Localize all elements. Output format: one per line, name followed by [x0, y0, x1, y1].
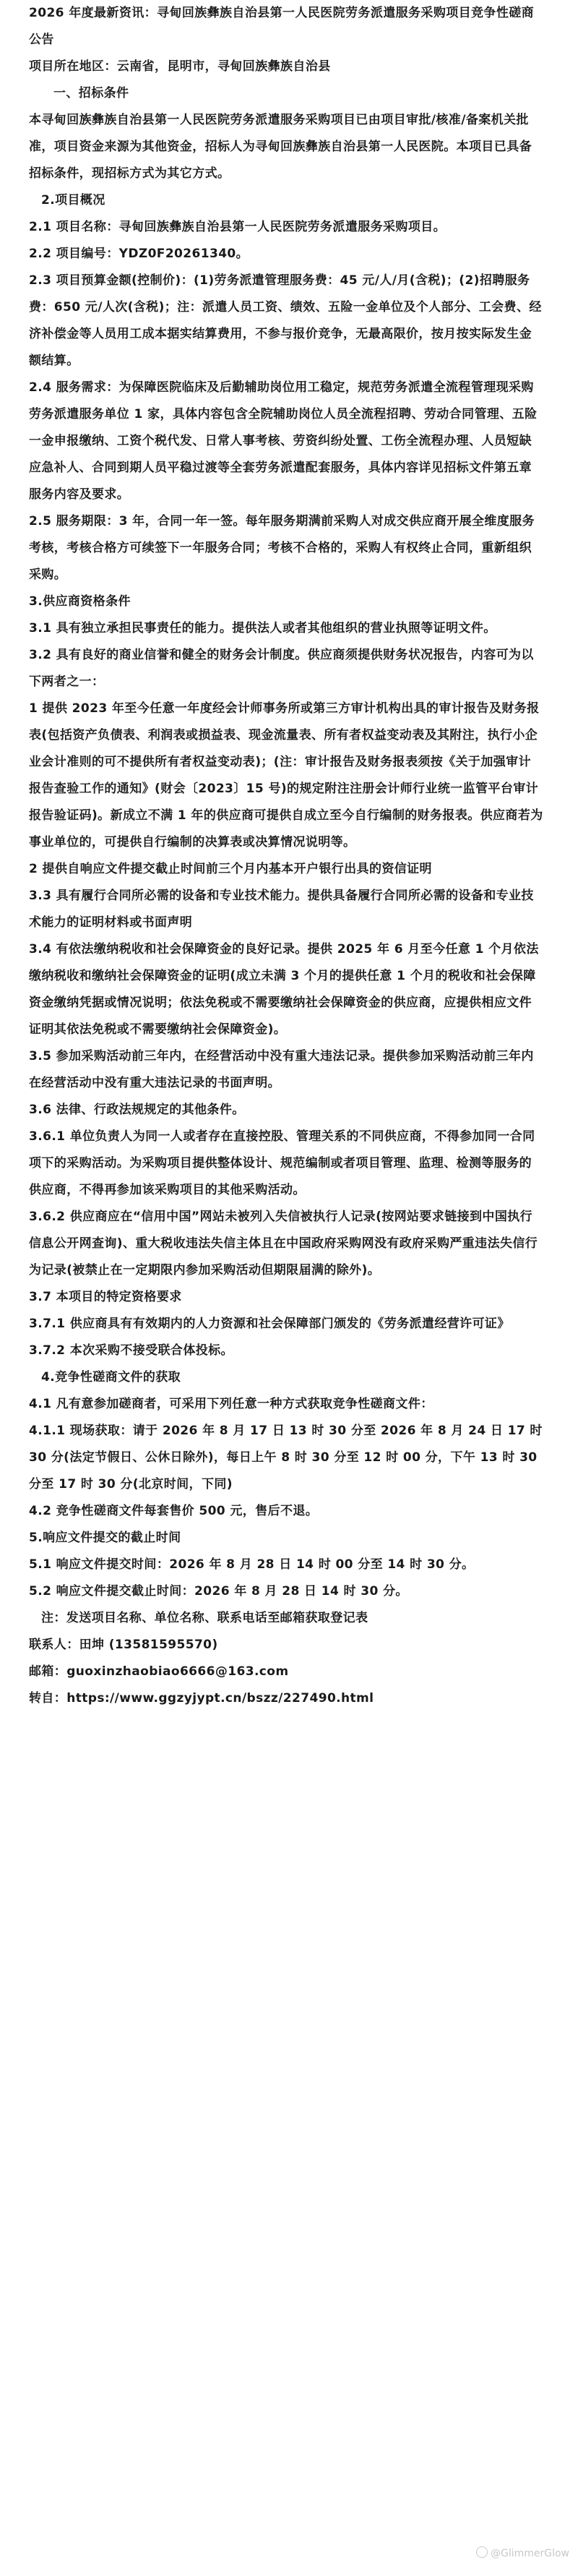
watermark	[476, 2546, 569, 2559]
qualification-3-7: 3.7 本项目的特定资格要求	[29, 1290, 182, 1304]
project-number: 2.2 项目编号：YDZ0F20261340。	[29, 247, 249, 261]
weibo-logo-icon	[476, 2546, 488, 2558]
project-name: 2.1 项目名称：寻甸回族彝族自治县第一人民医院劳务派遣服务采购项目。	[29, 220, 447, 234]
qualification-3-7-2: 3.7.2 本次采购不接受联合体投标。	[29, 1343, 233, 1358]
financial-report-option-1: 1 提供 2023 年至今任意一年度经会计师事务所或第三方审计机构出具的审计报告及财务报表(包括资产负债表、利润表或损益表、现金流量表、所有者权益变动表及其附注，执行小企业会计准则的可不提供所有者权益变动表)；(注：审计报告及财务报表须按《关于加强审计报告查验工作的通知》(财会〔2023〕15 号)的规定附注注册会计师行业统一监管平台审计报告验证码)。新成立不满 1 年的供应商可提供自成立至今自行编制的财务报表。供应商若为事业单位的，可提供自行编制的决算表或决算情况说明等。	[29, 701, 543, 850]
submission-time: 5.1 响应文件提交时间：2026 年 8 月 28 日 14 时 00 分至 14 时 30 分。	[29, 1557, 475, 1572]
qualification-3-3: 3.3 具有履行合同所必需的设备和专业技术能力。提供具备履行合同所必需的设备和专业技术能力的证明材料或书面声明	[29, 889, 534, 930]
watermark-text: @GlimmerGlow	[490, 2548, 569, 2559]
announcement-title: 2026 年度最新资讯：寻甸回族彝族自治县第一人民医院劳务派遣服务采购项目竞争性磋商公告	[29, 6, 535, 47]
qualification-3-7-1: 3.7.1 供应商具有有效期内的人力资源和社会保障部门颁发的《劳务派遣经营许可证》	[29, 1317, 510, 1331]
announcement-document	[29, 0, 543, 1712]
submission-deadline: 5.2 响应文件提交截止时间：2026 年 8 月 28 日 14 时 30 分。	[29, 1584, 408, 1599]
qualification-3-1: 3.1 具有独立承担民事责任的能力。提供法人或者其他组织的营业执照等证明文件。	[29, 621, 496, 636]
project-budget: 2.3 项目预算金额(控制价)：(1)劳务派遣管理服务费：45 元/人/月(含税)；(2)招聘服务费：650 元/人次(含税)；注：派遣人员工资、绩效、五险一金单位及个人部分、工会费、经济补偿金等人员用工成本据实结算费用，不参与报价竞争，无最高限价，按月按实际发生金额结算。	[29, 273, 542, 368]
qualification-3-6-1: 3.6.1 单位负责人为同一人或者存在直接控股、管理关系的不同供应商，不得参加同一合同项下的采购活动。为采购项目提供整体设计、规范编制或者项目管理、监理、检测等服务的供应商，不得再参加该采购项目的其他采购活动。	[29, 1129, 535, 1197]
acquisition-4-2: 4.2 竞争性磋商文件每套售价 500 元，售后不退。	[29, 1504, 319, 1518]
section-heading-document-acquisition: 4.竞争性磋商文件的获取	[41, 1370, 181, 1385]
financial-report-option-2: 2 提供自响应文件提交截止时间前三个月内基本开户银行出具的资信证明	[29, 862, 432, 876]
acquisition-4-1-1: 4.1.1 现场获取：请于 2026 年 8 月 17 日 13 时 30 分至 2026 年 8 月 24 日 17 时 30 分(法定节假日、公休日除外)，每日上午 8 时 30 分至 12 时 00 分，下午 13 时 30 分至 17 时 30 分(北京时间，下同)	[29, 1424, 543, 1492]
section-heading-tender-conditions: 一、招标条件	[53, 86, 129, 100]
qualification-3-2: 3.2 具有良好的商业信誉和健全的财务会计制度。供应商须提供财务状况报告，内容可为以下两者之一：	[29, 648, 534, 689]
qualification-3-5: 3.5 参加采购活动前三年内，在经营活动中没有重大违法记录。提供参加采购活动前三年内在经营活动中没有重大违法记录的书面声明。	[29, 1049, 534, 1090]
source-link: 转自：https://www.ggzyjypt.cn/bszz/227490.html	[29, 1691, 374, 1706]
qualification-3-6: 3.6 法律、行政法规规定的其他条件。	[29, 1103, 245, 1117]
qualification-3-6-2: 3.6.2 供应商应在“信用中国”网站未被列入失信被执行人记录(按网站要求链接到中国执行信息公开网查询)、重大税收违法失信主体且在中国政府采购网没有政府采购严重违法失信行为记录(被禁止在一定期限内参加采购活动但期限届满的除外)。	[29, 1210, 538, 1278]
section-heading-qualifications: 3.供应商资格条件	[29, 594, 131, 609]
qualification-3-4: 3.4 有依法缴纳税收和社会保障资金的良好记录。提供 2025 年 6 月至今任意 1 个月依法缴纳税收和缴纳社会保障资金的证明(成立未满 3 个月的提供任意 1 个月的税收和社会保障资金缴纳凭据或情况说明；依法免税或不需要缴纳社会保障资金的供应商，应提供相应文件证明其依法免税或不需要缴纳社会保障资金)。	[29, 942, 539, 1037]
acquisition-4-1: 4.1 凡有意参加磋商者，可采用下列任意一种方式获取竞争性磋商文件：	[29, 1397, 434, 1411]
tender-conditions-text: 本寻甸回族彝族自治县第一人民医院劳务派遣服务采购项目已由项目审批/核准/备案机关批准，项目资金来源为其他资金，招标人为寻甸回族彝族自治县第一人民医院。本项目已具备招标条件，现招标方式为其它方式。	[29, 113, 532, 181]
section-heading-submission-deadline: 5.响应文件提交的截止时间	[29, 1531, 181, 1545]
registration-note: 注：发送项目名称、单位名称、联系电话至邮箱获取登记表	[41, 1611, 368, 1625]
contact-person: 联系人：田坤 (13581595570)	[29, 1638, 218, 1652]
contact-email: 邮箱：guoxinzhaobiao6666@163.com	[29, 1664, 289, 1679]
service-period: 2.5 服务期限：3 年，合同一年一签。每年服务期满前采购人对成交供应商开展全维度服务考核，考核合格方可续签下一年服务合同；考核不合格的，采购人有权终止合同，重新组织采购。	[29, 514, 535, 582]
section-heading-project-overview: 2.项目概况	[41, 193, 105, 207]
project-region: 项目所在地区：云南省，昆明市，寻甸回族彝族自治县	[29, 59, 331, 74]
service-requirements: 2.4 服务需求：为保障医院临床及后勤辅助岗位用工稳定，规范劳务派遣全流程管理现采购劳务派遣服务单位 1 家，具体内容包含全院辅助岗位人员全流程招聘、劳动合同管理、五险一金申报缴纳、工资个税代发、日常人事考核、劳资纠纷处置、工伤全流程办理、人员短缺应急补人、合同到期人员平稳过渡等全套劳务派遣配套服务，具体内容详见招标文件第五章服务内容及要求。	[29, 380, 538, 502]
